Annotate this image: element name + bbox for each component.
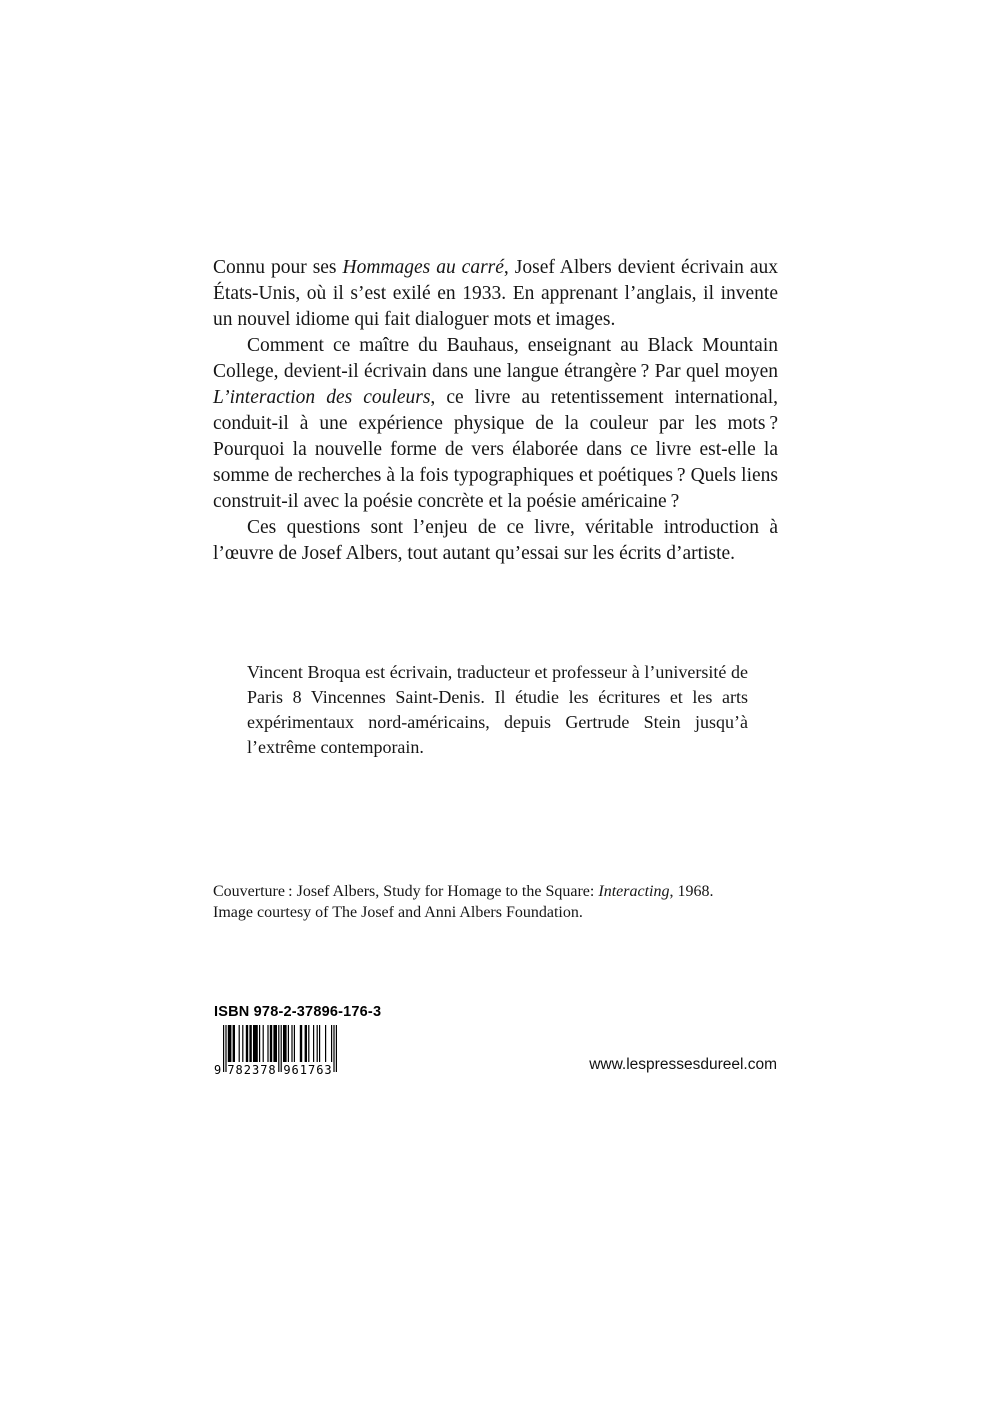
publisher-website: www.lespressesdureel.com: [589, 1056, 777, 1073]
isbn-block: [214, 1004, 382, 1078]
cover-credit: [213, 882, 778, 923]
cover-credit-line-1: Couverture : Josef Albers, Study for Homage to the Square: Interacting, 1968.: [213, 883, 714, 900]
isbn-label: ISBN 978-2-37896-176-3: [214, 1004, 382, 1020]
barcode-digits-right: 961763: [283, 1063, 333, 1077]
barcode-digits-left: 782378: [227, 1063, 277, 1077]
back-cover-blurb: [213, 255, 778, 567]
author-bio-text: Vincent Broqua est écrivain, traducteur et professeur à l’université de Paris 8 Vincennes Saint-Denis. Il étudie les écritures et les arts expérimentaux nord-américains, depuis Gertrude Stein jusqu’à l’extrême contemporain.: [247, 662, 748, 757]
ean13-barcode: [214, 1025, 340, 1078]
cover-credit-line-2: Image courtesy of The Josef and Anni Albers Foundation.: [213, 903, 583, 921]
blurb-paragraph-2: Comment ce maître du Bauhaus, enseignant au Black Mountain College, devient-il écrivain dans une langue étrangère ? Par quel moyen L’interaction des couleurs, ce livre au retentissement international, conduit-il à une expérience physique de la couleur par les mots ? Pourquoi la nouvelle forme de vers élaborée dans ce livre est-elle la somme de recherches à la fois typographiques et poétiques ? Quels liens construit-il avec la poésie concrète et la poésie américaine ?: [213, 335, 778, 512]
barcode-digit-first: 9: [214, 1063, 223, 1077]
blurb-paragraph-3: Ces questions sont l’enjeu de ce livre, véritable introduction à l’œuvre de Josef Albers, tout autant qu’essai sur les écrits d’artiste.: [213, 517, 778, 564]
blurb-paragraph-1: Connu pour ses Hommages au carré, Josef Albers devient écrivain aux États-Unis, où il s’est exilé en 1933. En apprenant l’anglais, il invente un nouvel idiome qui fait dialoguer mots et images.: [213, 257, 778, 330]
author-bio: [247, 660, 748, 760]
